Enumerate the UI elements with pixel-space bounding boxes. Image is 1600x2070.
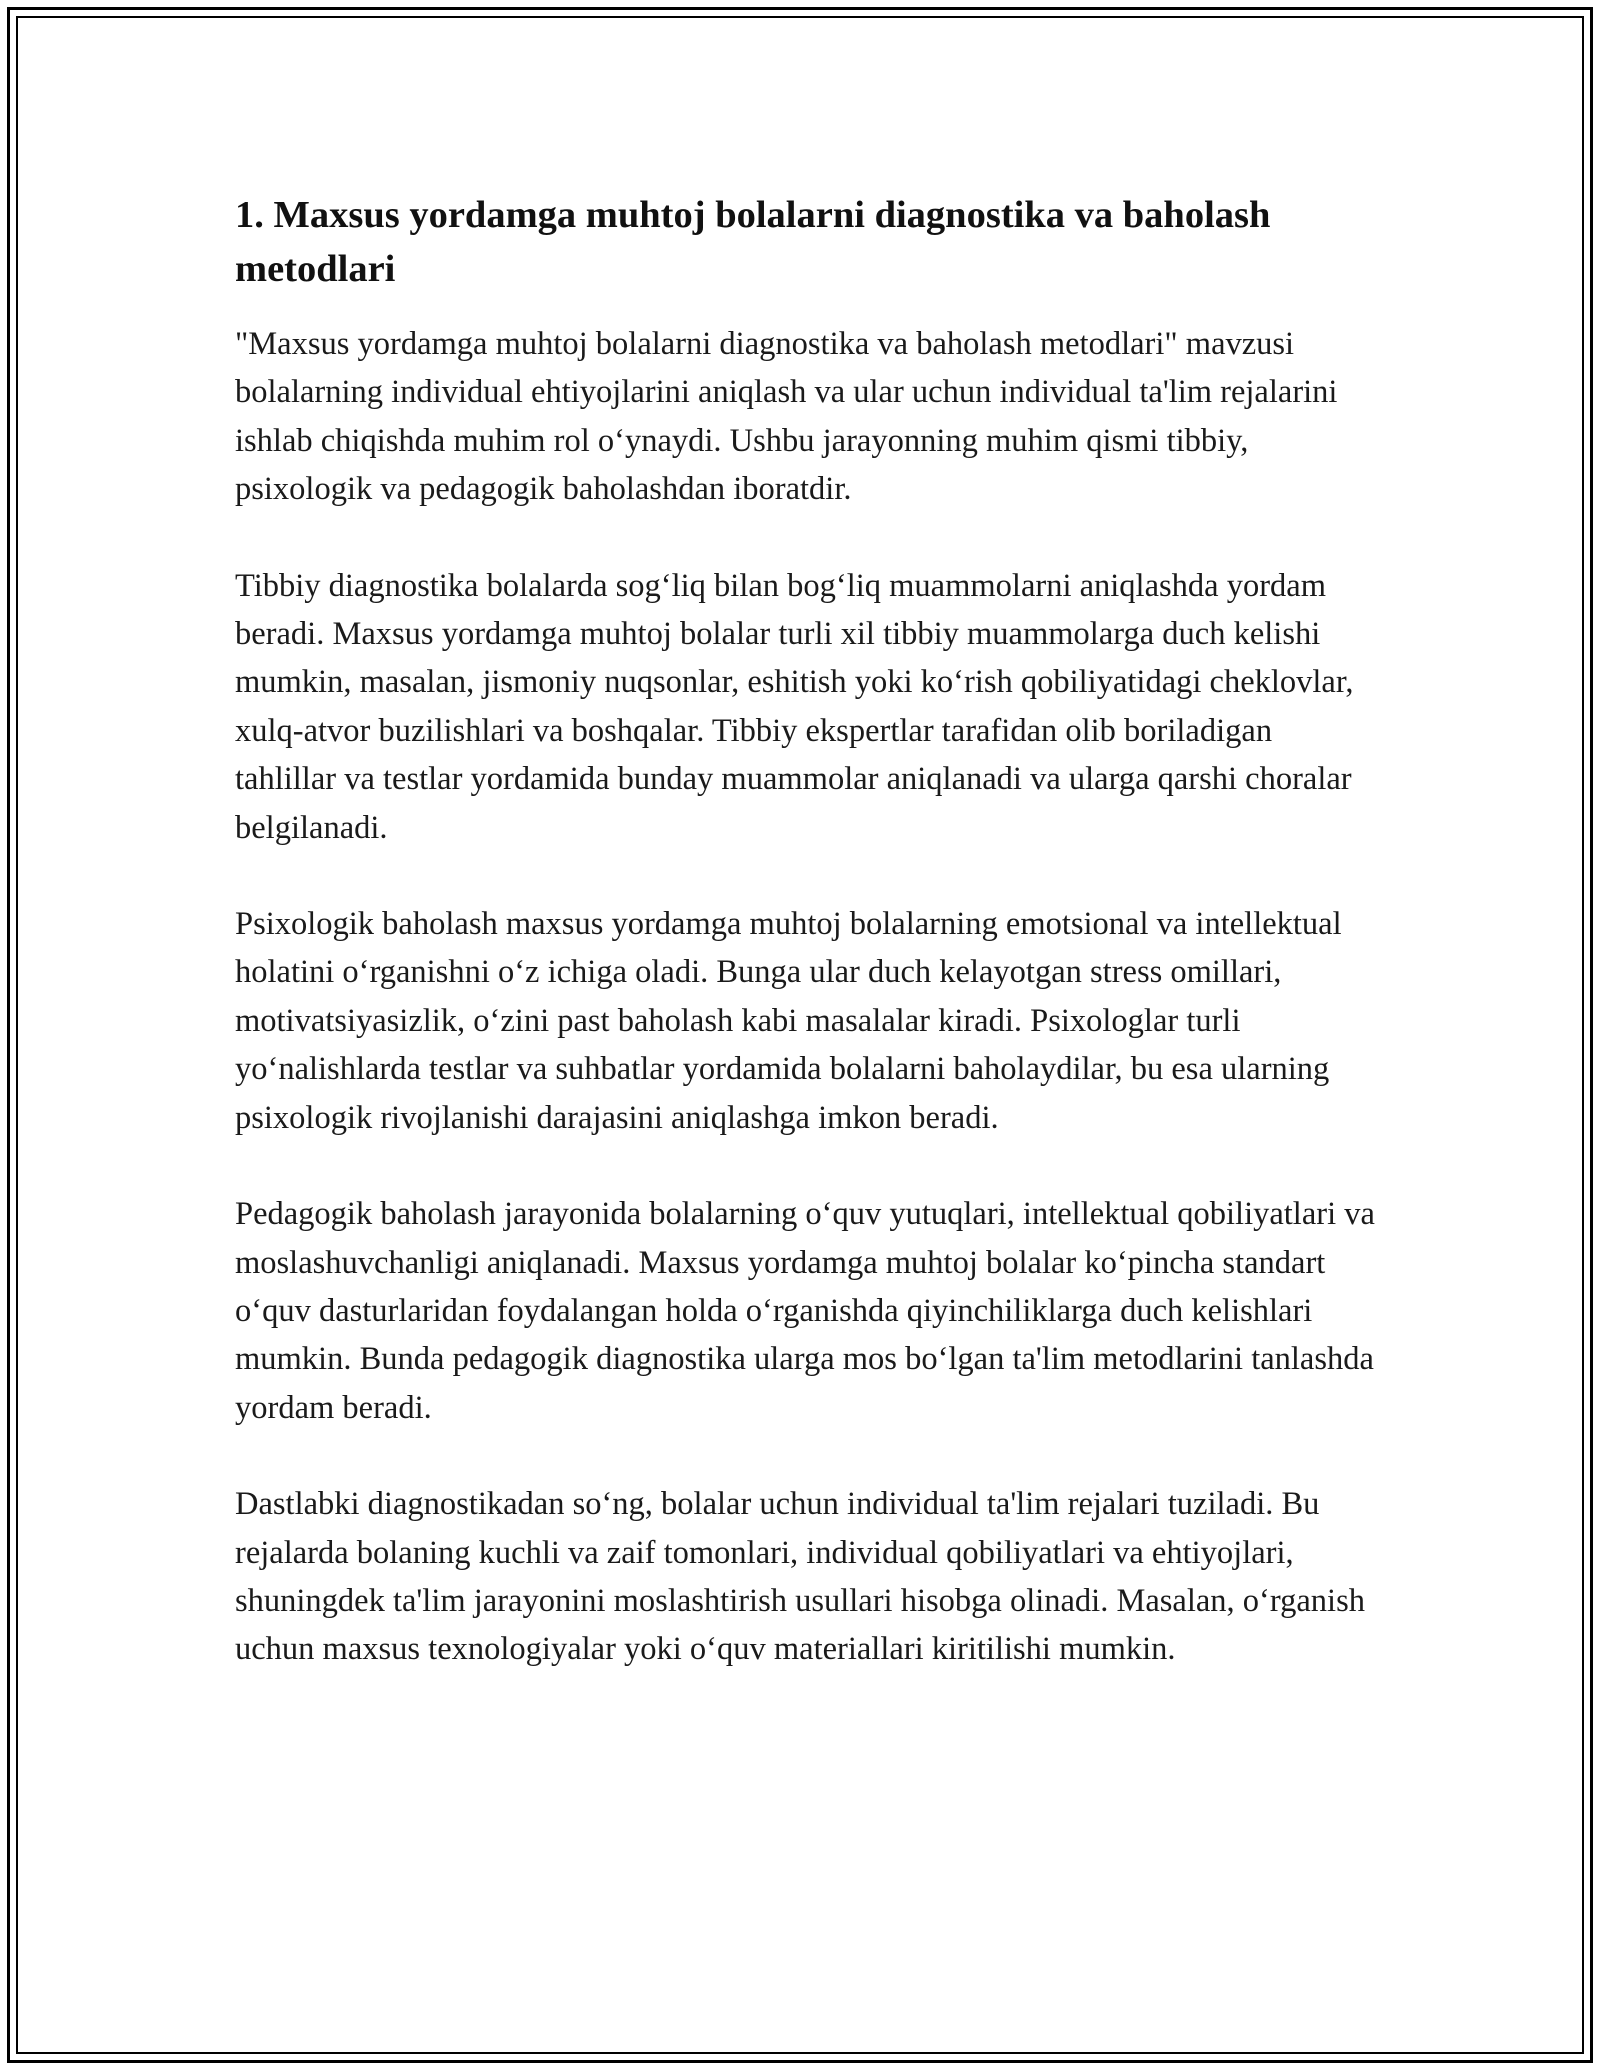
document-heading: 1. Maxsus yordamga muhtoj bolalarni diagnostika va baholash metodlari <box>235 194 1271 290</box>
paragraph-medical-diagnostics: Tibbiy diagnostika bolalarda sog‘liq bilan bog‘liq muammolarni aniqlashda yordam beradi. Maxsus yordamga muhtoj bolalar turli xil tibbiy muammolarga duch kelishi mumkin, masalan, jismoniy nuqsonlar, eshitish yoki ko‘rish qobiliyatidagi cheklovlar, xulq-atvor buzilishlari va boshqalar. Tibbiy ekspertlar tarafidan olib boriladigan tahlillar va testlar yordamida bunday muammolar aniqlanadi va ularga qarshi choralar belgilanadi. <box>235 567 1354 846</box>
document-body <box>235 188 1375 1722</box>
paragraph-psychological-assessment: Psixologik baholash maxsus yordamga muhtoj bolalarning emotsional va intellektual holatini o‘rganishni o‘z ichiga oladi. Bunga ular duch kelayotgan stress omillari, motivatsiyasizlik, o‘zini past baholash kabi masalalar kiradi. Psixologlar turli yo‘nalishlarda testlar va suhbatlar yordamida bolalarni baholaydilar, bu esa ularning psixologik rivojlanishi darajasini aniqlashga imkon beradi. <box>235 906 1342 1136</box>
paragraph-individual-plans: Dastlabki diagnostikadan so‘ng, bolalar uchun individual ta'lim rejalari tuziladi. Bu rejalarda bolaning kuchli va zaif tomonlari, individual qobiliyatlari va ehtiyojlari, shuningdek ta'lim jarayonini moslashtirish usullari hisobga olinadi. Masalan, o‘rganish uchun maxsus texnologiyalar yoki o‘quv materiallari kiritilishi mumkin. <box>235 1486 1365 1668</box>
paragraph-intro: "Maxsus yordamga muhtoj bolalarni diagnostika va baholash metodlari" mavzusi bolalarning individual ehtiyojlarini aniqlash va ular uchun individual ta'lim rejalarini ishlab chiqishda muhim rol o‘ynaydi. Ushbu jarayonning muhim qismi tibbiy, psixologik va pedagogik baholashdan iboratdir. <box>235 326 1338 508</box>
paragraph-pedagogical-assessment: Pedagogik baholash jarayonida bolalarning o‘quv yutuqlari, intellektual qobiliyatlari va moslashuvchanligi aniqlanadi. Maxsus yordamga muhtoj bolalar ko‘pincha standart o‘quv dasturlaridan foydalangan holda o‘rganishda qiyinchiliklarga duch kelishlari mumkin. Bunda pedagogik diagnostika ularga mos bo‘lgan ta'lim metodlarini tanlashda yordam beradi. <box>235 1196 1375 1426</box>
